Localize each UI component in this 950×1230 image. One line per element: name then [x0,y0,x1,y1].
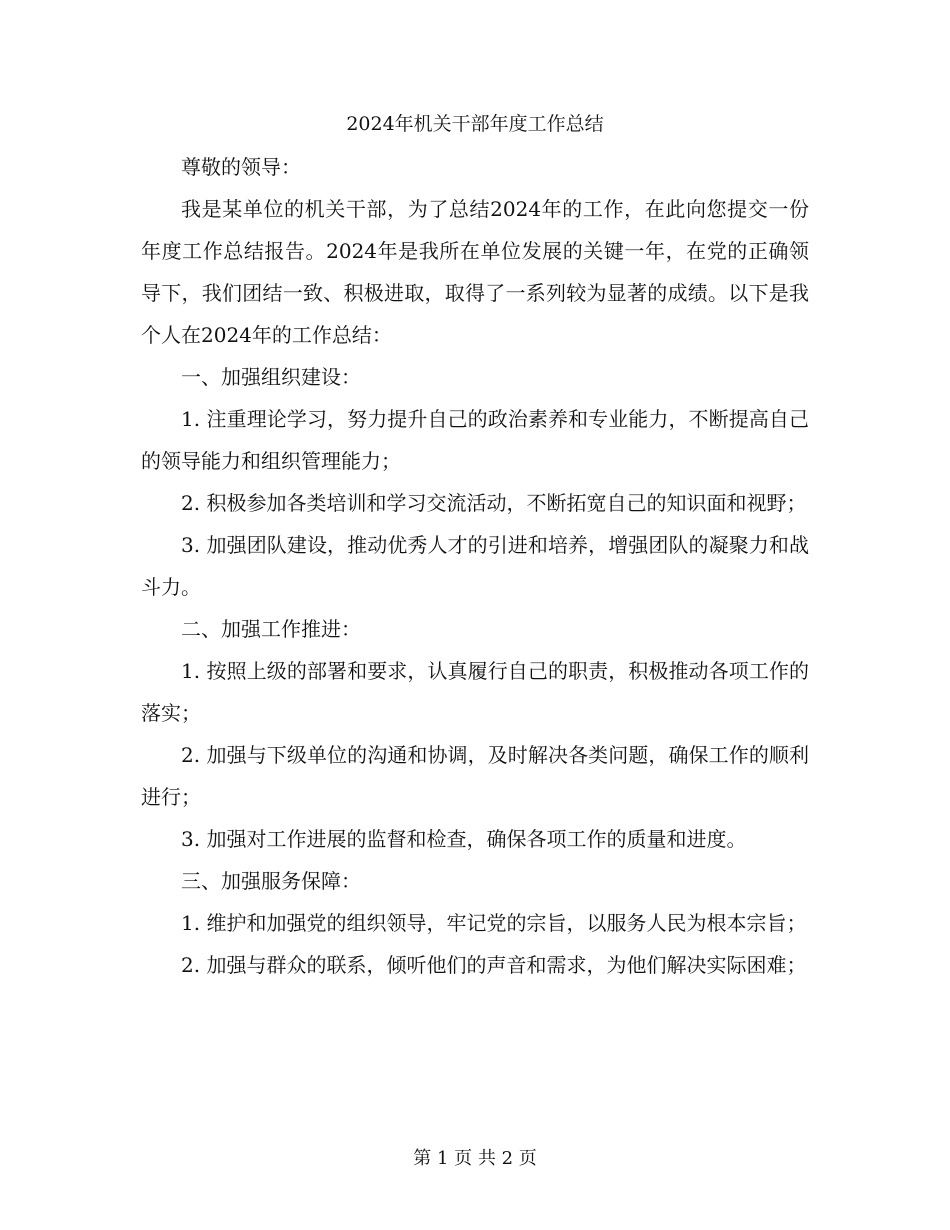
section-heading-1: 一、加强组织建设： [181,365,361,389]
list-item: 3. 加强对工作进展的监督和检查，确保各项工作的质量和进度。 [181,827,747,851]
list-item: 3. 加强团队建设，推动优秀人才的引进和培养，增强团队的凝聚力和战斗力。 [141,533,809,599]
document-title: 2024年机关干部年度工作总结 [346,113,604,135]
paragraph-salutation: 尊敬的领导： [181,155,301,179]
page-number-footer: 第 1 页 共 2 页 [413,1148,537,1169]
list-item: 2. 加强与下级单位的沟通和协调，及时解决各类问题，确保工作的顺利进行； [141,743,809,809]
list-item: 1. 注重理论学习，努力提升自己的政治素养和专业能力，不断提高自己的领导能力和组织管理能力； [141,407,809,473]
document-body [141,146,809,986]
list-item: 2. 积极参加各类培训和学习交流活动，不断拓宽自己的知识面和视野； [181,491,807,515]
list-item: 1. 按照上级的部署和要求，认真履行自己的职责，积极推动各项工作的落实； [141,659,809,725]
section-heading-3: 三、加强服务保障： [181,869,361,893]
list-item: 1. 维护和加强党的组织领导，牢记党的宗旨，以服务人民为根本宗旨； [181,911,807,935]
list-item: 2. 加强与群众的联系，倾听他们的声音和需求，为他们解决实际困难； [181,953,807,977]
section-heading-2: 二、加强工作推进： [181,617,361,641]
paragraph-intro: 我是某单位的机关干部，为了总结2024年的工作，在此向您提交一份年度工作总结报告。2024年是我所在单位发展的关键一年，在党的正确领导下，我们团结一致、积极进取，取得了一系列较为显著的成绩。以下是我个人在2024年的工作总结： [141,197,809,347]
